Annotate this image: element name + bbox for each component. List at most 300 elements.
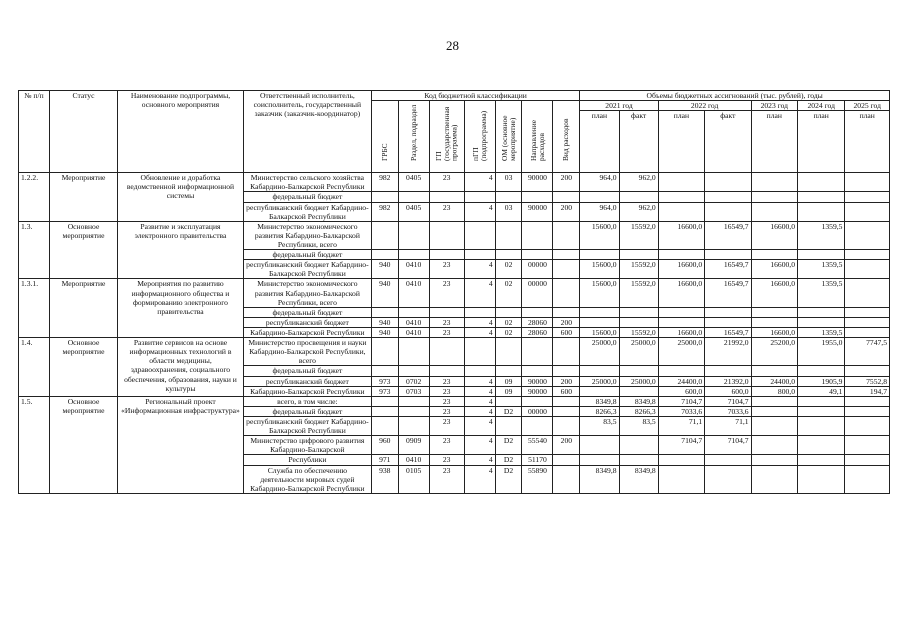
cell-gp: 23 (429, 386, 464, 396)
cell-num: 1.3. (19, 221, 50, 279)
cell-f21: 8349,8 (619, 465, 658, 493)
cell-p21: 15600,0 (580, 260, 619, 279)
cell-f22 (705, 366, 751, 376)
cell-name: Обновление и доработка ведомственной информационной системы (118, 173, 244, 222)
cell-razdel (398, 221, 429, 249)
cell-gp (429, 192, 464, 202)
cell-grbs (371, 406, 398, 416)
cell-p23: 25200,0 (751, 338, 797, 366)
cell-name: Развитие и эксплуатация электронного правительства (118, 221, 244, 279)
cell-om: 02 (495, 279, 522, 307)
table-row (19, 279, 890, 307)
cell-razdel: 0410 (398, 455, 429, 465)
cell-p25 (845, 366, 890, 376)
cell-vid: 200 (553, 173, 580, 192)
header-2023: 2023 год (751, 101, 797, 111)
cell-p23 (751, 366, 797, 376)
cell-status: Основное мероприятие (49, 396, 117, 493)
cell-razdel: 0410 (398, 260, 429, 279)
cell-pgp: 4 (464, 436, 495, 455)
cell-p22 (658, 366, 704, 376)
cell-vid (553, 465, 580, 493)
cell-napr (522, 366, 553, 376)
cell-gp: 23 (429, 455, 464, 465)
cell-p25: 7747,5 (845, 338, 890, 366)
cell-grbs: 960 (371, 436, 398, 455)
cell-status: Мероприятие (49, 173, 117, 222)
cell-executor: федеральный бюджет (243, 366, 371, 376)
cell-p21: 25000,0 (580, 376, 619, 386)
cell-napr (522, 250, 553, 260)
cell-f22 (705, 465, 751, 493)
cell-grbs (371, 250, 398, 260)
cell-executor: Кабардино-Балкарской Республики (243, 386, 371, 396)
cell-p22: 16600,0 (658, 327, 704, 337)
cell-napr: 55540 (522, 436, 553, 455)
cell-f21 (619, 455, 658, 465)
cell-p22: 16600,0 (658, 279, 704, 307)
cell-p22 (658, 192, 704, 202)
cell-p23: 16600,0 (751, 327, 797, 337)
cell-p24: 49,1 (798, 386, 845, 396)
cell-status: Мероприятие (49, 279, 117, 338)
cell-razdel: 0703 (398, 386, 429, 396)
cell-p24: 1359,5 (798, 221, 845, 249)
cell-f22 (705, 307, 751, 317)
cell-p22: 16600,0 (658, 221, 704, 249)
cell-napr: 00000 (522, 279, 553, 307)
cell-vid: 200 (553, 376, 580, 386)
cell-p25 (845, 221, 890, 249)
cell-f21: 25000,0 (619, 338, 658, 366)
cell-p25 (845, 192, 890, 202)
cell-p25 (845, 250, 890, 260)
cell-f21: 962,0 (619, 173, 658, 192)
cell-p24: 1359,5 (798, 279, 845, 307)
header-vid: Вид расходов (561, 118, 571, 162)
cell-gp: 23 (429, 465, 464, 493)
cell-pgp (464, 221, 495, 249)
cell-pgp: 4 (464, 376, 495, 386)
cell-p22: 7033,6 (658, 406, 704, 416)
cell-f22: 16549,7 (705, 327, 751, 337)
cell-f22: 7104,7 (705, 396, 751, 406)
cell-p22 (658, 250, 704, 260)
table-body (19, 173, 890, 494)
cell-p23 (751, 173, 797, 192)
cell-p24 (798, 406, 845, 416)
cell-napr: 90000 (522, 202, 553, 221)
header-2022: 2022 год (658, 101, 751, 111)
cell-grbs (371, 221, 398, 249)
cell-grbs: 971 (371, 455, 398, 465)
cell-razdel (398, 307, 429, 317)
table-row (19, 221, 890, 249)
header-2025: 2025 год (845, 101, 890, 111)
cell-pgp (464, 366, 495, 376)
cell-vid: 600 (553, 386, 580, 396)
cell-executor: всего, в том числе: (243, 396, 371, 406)
cell-p21: 25000,0 (580, 338, 619, 366)
cell-gp: 23 (429, 173, 464, 192)
cell-vid: 600 (553, 327, 580, 337)
cell-name: Развитие сервисов на основе информационных технологий в области медицины, здравоохранения, социального обеспечения, образования, науки и культуры (118, 338, 244, 397)
cell-p24 (798, 465, 845, 493)
cell-executor: Министерство цифрового развития Кабардино-Балкарской (243, 436, 371, 455)
header-plan-2024: план (798, 111, 845, 173)
cell-napr: 55890 (522, 465, 553, 493)
cell-vid: 200 (553, 202, 580, 221)
cell-p23 (751, 436, 797, 455)
cell-p21 (580, 436, 619, 455)
header-razdel: Раздел, подраздел (408, 104, 418, 162)
cell-executor: республиканский бюджет Кабардино-Балкарской Республики (243, 416, 371, 435)
cell-pgp: 4 (464, 465, 495, 493)
cell-p23: 16600,0 (751, 221, 797, 249)
cell-f21: 25000,0 (619, 376, 658, 386)
cell-f22: 7104,7 (705, 436, 751, 455)
cell-napr: 28060 (522, 327, 553, 337)
cell-grbs: 940 (371, 279, 398, 307)
cell-pgp: 4 (464, 406, 495, 416)
cell-status: Основное мероприятие (49, 221, 117, 279)
cell-pgp: 4 (464, 202, 495, 221)
cell-p21: 15600,0 (580, 221, 619, 249)
cell-om: 02 (495, 260, 522, 279)
table-row (19, 396, 890, 406)
cell-p22 (658, 465, 704, 493)
cell-f21 (619, 192, 658, 202)
cell-p25 (845, 317, 890, 327)
cell-vid (553, 260, 580, 279)
header-budget-code: Код бюджетной классификации (371, 91, 579, 101)
cell-f22: 21392,0 (705, 376, 751, 386)
cell-gp: 23 (429, 376, 464, 386)
cell-vid (553, 307, 580, 317)
cell-pgp: 4 (464, 327, 495, 337)
cell-p25 (845, 327, 890, 337)
cell-pgp: 4 (464, 317, 495, 327)
cell-p21 (580, 250, 619, 260)
cell-p23 (751, 416, 797, 435)
cell-om: D2 (495, 406, 522, 416)
cell-pgp: 4 (464, 386, 495, 396)
cell-f21: 15592,0 (619, 327, 658, 337)
cell-razdel (398, 416, 429, 435)
cell-p21: 15600,0 (580, 327, 619, 337)
cell-p24 (798, 317, 845, 327)
cell-p22: 7104,7 (658, 436, 704, 455)
header-2021: 2021 год (580, 101, 658, 111)
cell-razdel (398, 250, 429, 260)
cell-vid: 200 (553, 317, 580, 327)
cell-f22: 7033,6 (705, 406, 751, 416)
cell-razdel: 0410 (398, 327, 429, 337)
cell-om: D2 (495, 465, 522, 493)
cell-napr: 90000 (522, 386, 553, 396)
cell-razdel: 0410 (398, 317, 429, 327)
cell-p22 (658, 173, 704, 192)
header-fact-2022: факт (705, 111, 751, 173)
cell-grbs (371, 307, 398, 317)
cell-p22: 24400,0 (658, 376, 704, 386)
cell-executor: Министерство экономического развития Кабардино-Балкарской Республики, всего (243, 279, 371, 307)
cell-gp: 23 (429, 396, 464, 406)
cell-grbs: 973 (371, 376, 398, 386)
cell-p23 (751, 250, 797, 260)
cell-f22 (705, 317, 751, 327)
cell-executor: федеральный бюджет (243, 307, 371, 317)
cell-pgp: 4 (464, 396, 495, 406)
cell-p23: 16600,0 (751, 260, 797, 279)
cell-p21: 83,5 (580, 416, 619, 435)
cell-p25 (845, 173, 890, 192)
cell-grbs (371, 366, 398, 376)
cell-vid (553, 221, 580, 249)
cell-p24 (798, 366, 845, 376)
cell-napr (522, 416, 553, 435)
cell-grbs: 973 (371, 386, 398, 396)
cell-f22 (705, 192, 751, 202)
cell-p24 (798, 192, 845, 202)
cell-grbs (371, 338, 398, 366)
cell-p24 (798, 396, 845, 406)
cell-gp (429, 250, 464, 260)
header-name: Наименование подпрограммы, основного мероприятия (118, 91, 244, 173)
cell-executor: Служба по обеспечению деятельности мировых судей Кабардино-Балкарской Республики (243, 465, 371, 493)
cell-gp: 23 (429, 436, 464, 455)
cell-p25 (845, 455, 890, 465)
cell-p21: 964,0 (580, 202, 619, 221)
cell-razdel (398, 338, 429, 366)
cell-napr: 90000 (522, 173, 553, 192)
cell-p24 (798, 173, 845, 192)
cell-p24 (798, 416, 845, 435)
cell-p23 (751, 192, 797, 202)
cell-gp (429, 366, 464, 376)
cell-p21: 8349,8 (580, 465, 619, 493)
header-2024: 2024 год (798, 101, 845, 111)
cell-om (495, 307, 522, 317)
cell-p24: 1905,9 (798, 376, 845, 386)
cell-p25 (845, 279, 890, 307)
cell-p23 (751, 396, 797, 406)
cell-p24: 1359,5 (798, 260, 845, 279)
cell-om (495, 250, 522, 260)
cell-f21: 15592,0 (619, 260, 658, 279)
cell-p25 (845, 465, 890, 493)
cell-p22 (658, 307, 704, 317)
cell-vid (553, 455, 580, 465)
cell-vid (553, 250, 580, 260)
cell-f22: 16549,7 (705, 260, 751, 279)
cell-grbs: 940 (371, 260, 398, 279)
cell-f21: 962,0 (619, 202, 658, 221)
cell-f22 (705, 455, 751, 465)
table-row (19, 338, 890, 366)
cell-f21 (619, 436, 658, 455)
cell-om (495, 366, 522, 376)
header-plan-2023: план (751, 111, 797, 173)
cell-p24: 1359,5 (798, 327, 845, 337)
cell-p25 (845, 260, 890, 279)
cell-om: D2 (495, 455, 522, 465)
cell-f21: 15592,0 (619, 221, 658, 249)
cell-om: 03 (495, 173, 522, 192)
cell-pgp: 4 (464, 455, 495, 465)
cell-razdel (398, 396, 429, 406)
cell-p25 (845, 416, 890, 435)
cell-om: D2 (495, 436, 522, 455)
cell-f21 (619, 307, 658, 317)
cell-gp (429, 338, 464, 366)
cell-om (495, 338, 522, 366)
cell-gp: 23 (429, 416, 464, 435)
cell-razdel: 0702 (398, 376, 429, 386)
cell-grbs: 940 (371, 327, 398, 337)
cell-napr (522, 192, 553, 202)
page-number: 28 (446, 38, 459, 53)
header-plan-2022: план (658, 111, 704, 173)
cell-vid (553, 192, 580, 202)
cell-p23: 800,0 (751, 386, 797, 396)
cell-p22: 7104,7 (658, 396, 704, 406)
header-status: Статус (49, 91, 117, 173)
header-pgp: пГП (подпрограмма) (470, 111, 488, 162)
cell-executor: федеральный бюджет (243, 406, 371, 416)
cell-gp: 23 (429, 260, 464, 279)
cell-pgp (464, 307, 495, 317)
cell-grbs: 982 (371, 202, 398, 221)
cell-pgp (464, 338, 495, 366)
cell-p21 (580, 307, 619, 317)
cell-om (495, 192, 522, 202)
cell-vid (553, 279, 580, 307)
cell-p21: 8266,3 (580, 406, 619, 416)
cell-f21 (619, 386, 658, 396)
cell-executor: Кабардино-Балкарской Республики (243, 327, 371, 337)
cell-p21: 8349,8 (580, 396, 619, 406)
header-grbs: ГРБС (379, 143, 389, 162)
cell-razdel (398, 406, 429, 416)
cell-pgp (464, 192, 495, 202)
cell-executor: республиканский бюджет (243, 376, 371, 386)
cell-napr: 28060 (522, 317, 553, 327)
cell-f21: 8349,8 (619, 396, 658, 406)
cell-razdel (398, 366, 429, 376)
cell-om: 02 (495, 327, 522, 337)
cell-razdel: 0405 (398, 202, 429, 221)
cell-gp: 23 (429, 327, 464, 337)
cell-executor: федеральный бюджет (243, 192, 371, 202)
cell-grbs: 938 (371, 465, 398, 493)
cell-grbs (371, 416, 398, 435)
cell-f22 (705, 173, 751, 192)
cell-pgp: 4 (464, 416, 495, 435)
cell-f22: 21992,0 (705, 338, 751, 366)
cell-p24 (798, 250, 845, 260)
cell-p21 (580, 386, 619, 396)
cell-p21: 15600,0 (580, 279, 619, 307)
cell-executor: Республики (243, 455, 371, 465)
cell-p23: 16600,0 (751, 279, 797, 307)
cell-napr (522, 307, 553, 317)
cell-razdel: 0405 (398, 173, 429, 192)
cell-p25: 7552,8 (845, 376, 890, 386)
cell-p25: 194,7 (845, 386, 890, 396)
cell-om (495, 221, 522, 249)
cell-status: Основное мероприятие (49, 338, 117, 397)
cell-gp: 23 (429, 406, 464, 416)
cell-num: 1.3.1. (19, 279, 50, 338)
cell-p21: 964,0 (580, 173, 619, 192)
cell-name: Мероприятия по развитию информационного общества и формированию электронного правительства (118, 279, 244, 338)
cell-f22 (705, 250, 751, 260)
cell-razdel (398, 192, 429, 202)
header-fact-2021: факт (619, 111, 658, 173)
cell-napr (522, 338, 553, 366)
cell-grbs: 982 (371, 173, 398, 192)
cell-executor: Министерство просвещения и науки Кабардино-Балкарской Республики, всего (243, 338, 371, 366)
cell-num: 1.4. (19, 338, 50, 397)
cell-p22 (658, 455, 704, 465)
header-om: ОМ (основное мероприятие) (499, 115, 517, 162)
cell-executor: федеральный бюджет (243, 250, 371, 260)
cell-p25 (845, 396, 890, 406)
cell-pgp: 4 (464, 173, 495, 192)
cell-p21 (580, 317, 619, 327)
cell-napr: 00000 (522, 260, 553, 279)
cell-f21: 8266,3 (619, 406, 658, 416)
cell-p23 (751, 307, 797, 317)
cell-f22: 16549,7 (705, 279, 751, 307)
cell-num: 1.5. (19, 396, 50, 493)
header-num: № п/п (19, 91, 50, 173)
cell-executor: Министерство сельского хозяйства Кабардино-Балкарской Республики (243, 173, 371, 192)
cell-executor: республиканский бюджет Кабардино-Балкарской Республики (243, 202, 371, 221)
cell-executor: Министерство экономического развития Кабардино-Балкарской Республики, всего (243, 221, 371, 249)
cell-grbs (371, 192, 398, 202)
cell-om: 09 (495, 386, 522, 396)
cell-f21: 83,5 (619, 416, 658, 435)
cell-pgp: 4 (464, 260, 495, 279)
cell-pgp: 4 (464, 279, 495, 307)
cell-razdel: 0909 (398, 436, 429, 455)
cell-vid (553, 338, 580, 366)
cell-om (495, 396, 522, 406)
cell-gp: 23 (429, 317, 464, 327)
cell-p21 (580, 366, 619, 376)
cell-gp (429, 221, 464, 249)
cell-p24 (798, 455, 845, 465)
cell-om: 03 (495, 202, 522, 221)
cell-f22: 16549,7 (705, 221, 751, 249)
cell-p22 (658, 202, 704, 221)
cell-f22: 71,1 (705, 416, 751, 435)
cell-vid (553, 416, 580, 435)
cell-f21 (619, 317, 658, 327)
cell-p21 (580, 192, 619, 202)
cell-p21 (580, 455, 619, 465)
table-row (19, 173, 890, 192)
header-executor: Ответственный исполнитель, соисполнитель, государственный заказчик (заказчик-координатор) (243, 91, 371, 173)
cell-name: Региональный проект «Информационная инфраструктура» (118, 396, 244, 493)
header-plan-2021: план (580, 111, 619, 173)
cell-p22: 600,0 (658, 386, 704, 396)
cell-razdel: 0105 (398, 465, 429, 493)
cell-p24 (798, 436, 845, 455)
cell-p23 (751, 317, 797, 327)
